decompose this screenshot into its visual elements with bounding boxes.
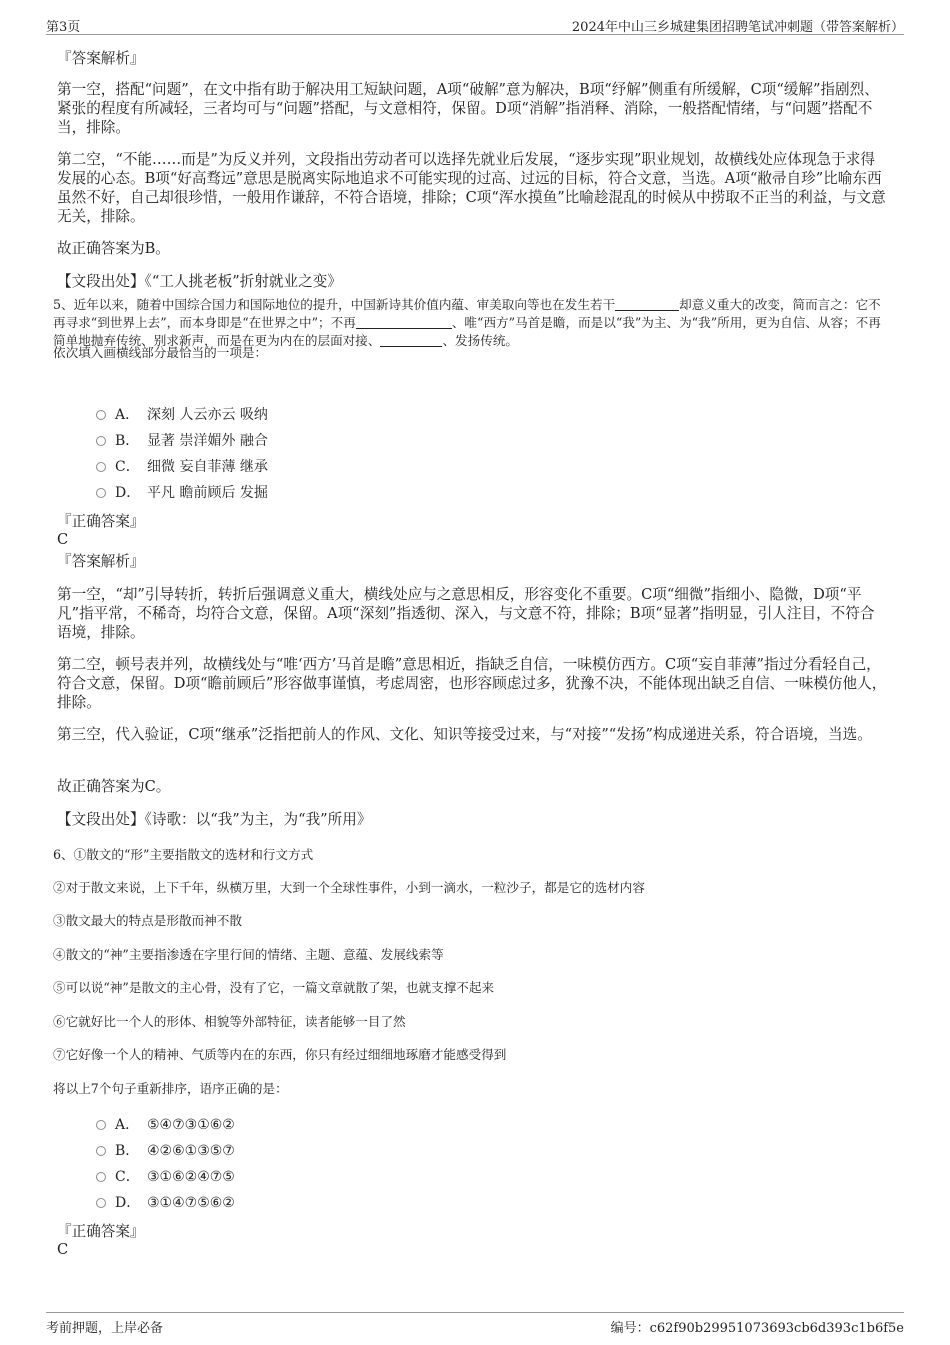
q5-analysis-paragraph-1: 第一空，“却”引导转折，转折后强调意义重大，横线处应与之意思相反，形容变化不重要。C项“细微”指细小、隐微，D项“平凡”指平常，不稀奇，均符合文意，保留。A项“深刻”指透彻、深入，与文意不符，排除；B项“显著”指明显，引人注目，不符合语境，排除。 (57, 586, 875, 641)
q6-sentence-2: ②对于散文来说，上下千年，纵横万里，大到一个全球性事件，小到一滴水，一粒沙子，都是它的选材内容 (53, 880, 645, 895)
q5-source: 【文段出处】《诗歌：以“我”为主，为“我”所用》 (57, 811, 372, 828)
q4-analysis-paragraph-2: 第二空，“不能……而是”为反义并列，文段指出劳动者可以选择先就业后发展，“逐步实现”职业规划，故横线处应体现急于求得发展的心态。B项“好高骛远”意思是脱离实际地追求不可能实现的过高、过远的目标，符合文意，当选。A项“敝帚自珍”比喻东西虽然不好，自己却很珍惜，一般用作谦辞，不符合语境，排除；C项“浑水摸鱼”比喻趁混乱的时候从中捞取不正当的利益，与文意无关，排除。 (57, 151, 886, 225)
document-title: 2024年中山三乡城建集团招聘笔试冲刺题（带答案解析） (571, 20, 904, 35)
radio-icon[interactable] (96, 462, 106, 472)
q6-prompt: 将以上7个句子重新排序，语序正确的是： (53, 1081, 288, 1096)
radio-icon[interactable] (96, 1120, 106, 1130)
q5-analysis-paragraph-3: 第三空，代入验证，C项“继承”泛指把前人的作风、文化、知识等接受过来，与“对接”“发扬”构成递进关系，符合语境，当选。 (57, 726, 872, 743)
q5-analysis-label: 『答案解析』 (57, 553, 145, 570)
q4-source: 【文段出处】《“工人挑老板”折射就业之变》 (57, 273, 342, 290)
q6-option-c[interactable]: C． ③①⑥②④⑦⑤ (96, 1167, 235, 1187)
q6-option-a[interactable]: A． ⑤④⑦③①⑥② (96, 1115, 235, 1135)
q5-prompt: 依次填入画横线部分最恰当的一项是： (53, 345, 268, 360)
q6-answer-label: 『正确答案』 (57, 1223, 145, 1240)
radio-icon[interactable] (96, 1198, 106, 1208)
q6-sentence-7: ⑦它好像一个人的精神、气质等内在的东西，你只有经过细细地琢磨才能感受得到 (53, 1047, 507, 1062)
q5-stem: 5、近年以来，随着中国综合国力和国际地位的提升，中国新诗其价值内蕴、审美取向等也在发生若干 却意义重大的改变，简而言之：它不再寻求“到世界上去”，而本身即是“在世界之中”；不再 、唯“西方”马首是瞻，而是以“我”为主、为“我”所用，更为自信、从容；不再简单地抛弃传统、别求新声，而是在更为内在的层面对接、 、发扬传统。 (53, 297, 881, 348)
radio-icon[interactable] (96, 488, 106, 498)
q5-conclusion: 故正确答案为C。 (57, 778, 171, 795)
radio-icon[interactable] (96, 1146, 106, 1156)
q6-option-b[interactable]: B． ④②⑥①③⑤⑦ (96, 1141, 235, 1161)
q5-analysis-paragraph-2: 第二空，顿号表并列，故横线处与“唯‘西方’马首是瞻”意思相近，指缺乏自信，一味模仿西方。C项“妄自菲薄”指过分看轻自己，符合文意，保留。D项“瞻前顾后”形容做事谨慎，考虑周密，也形容顾虑过多，犹豫不决，不能体现出缺乏自信、一味模仿他人，排除。 (57, 656, 887, 711)
radio-icon[interactable] (96, 410, 106, 420)
q4-analysis-label: 『答案解析』 (57, 50, 145, 67)
q6-sentence-4: ④散文的“神”主要指渗透在字里行间的情绪、主题、意蕴、发展线索等 (53, 947, 444, 962)
q6-sentence-5: ⑤可以说“神”是散文的主心骨，没有了它，一篇文章就散了架，也就支撑不起来 (53, 980, 495, 995)
q6-sentence-6: ⑥它就好比一个人的形体、相貌等外部特征，读者能够一目了然 (53, 1014, 406, 1029)
q5-option-a[interactable]: A． 深刻 人云亦云 吸纳 (96, 405, 268, 425)
footer-slogan: 考前押题，上岸必备 (46, 1321, 164, 1336)
q4-analysis-paragraph-1: 第一空，搭配“问题”，在文中指有助于解决用工短缺问题，A项“破解”意为解决，B项“纾解”侧重有所缓解，C项“缓解”指剧烈、紧张的程度有所减轻，三者均可与“问题”搭配，与文意相符，保留。D项“消解”指消释、消除，一般搭配情绪，与“问题”搭配不当，排除。 (57, 81, 879, 136)
page-footer (46, 1312, 904, 1335)
q5-option-c[interactable]: C． 细微 妄自菲薄 继承 (96, 457, 268, 477)
q6-sentence-3: ③散文最大的特点是形散而神不散 (53, 913, 242, 928)
q6-answer: C (57, 1241, 69, 1258)
page-header (46, 14, 904, 35)
q5-option-b[interactable]: B． 显著 崇洋媚外 融合 (96, 431, 268, 451)
page-number: 第3页 (46, 20, 81, 35)
q5-answer-label: 『正确答案』 (57, 513, 145, 530)
q5-option-d[interactable]: D． 平凡 瞻前顾后 发掘 (96, 483, 268, 503)
q5-answer: C (57, 531, 69, 548)
blank-2 (356, 315, 452, 329)
q6-sentence-1: 6、①散文的“形”主要指散文的选材和行文方式 (53, 847, 314, 862)
blank-1 (615, 297, 679, 311)
radio-icon[interactable] (96, 1172, 106, 1182)
q4-conclusion: 故正确答案为B。 (57, 240, 170, 257)
radio-icon[interactable] (96, 436, 106, 446)
q6-option-d[interactable]: D． ③①④⑦⑤⑥② (96, 1193, 235, 1213)
footer-code: 编号：c62f90b29951073693cb6d393c1b6f5e (610, 1321, 904, 1336)
